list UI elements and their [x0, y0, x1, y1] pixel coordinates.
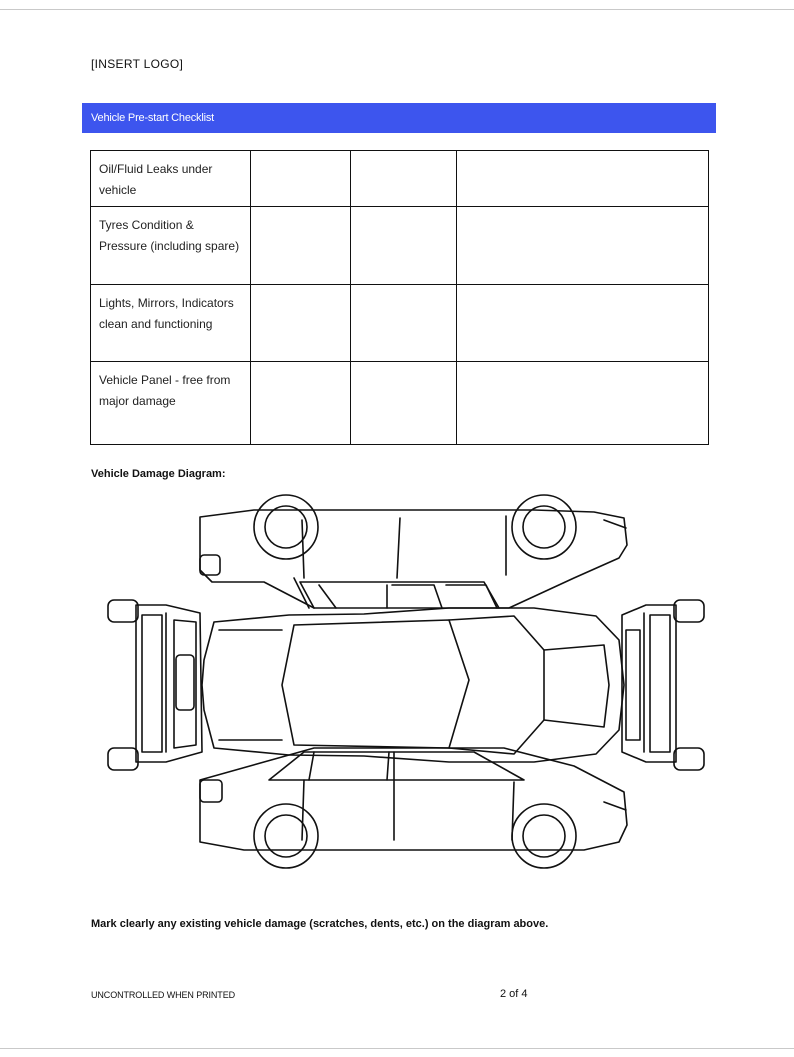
vehicle-top-view[interactable] — [202, 608, 624, 762]
checklist-item-label: Lights, Mirrors, Indicators clean and functioning — [91, 285, 251, 362]
page-top-border — [0, 9, 794, 10]
checklist-cell[interactable] — [351, 207, 457, 285]
section-banner: Vehicle Pre-start Checklist — [82, 103, 716, 133]
checklist-cell[interactable] — [351, 285, 457, 362]
checklist-cell[interactable] — [251, 362, 351, 445]
checklist-cell[interactable] — [351, 362, 457, 445]
page-bottom-border — [0, 1048, 794, 1049]
vehicle-side-view-bottom[interactable] — [200, 748, 627, 868]
table-row — [91, 207, 709, 285]
checklist-cell[interactable] — [351, 151, 457, 207]
checklist-cell[interactable] — [251, 285, 351, 362]
checklist-item-label: Vehicle Panel - free from major damage — [91, 362, 251, 445]
checklist-comment-cell[interactable] — [457, 362, 709, 445]
checklist-cell[interactable] — [251, 151, 351, 207]
checklist-comment-cell[interactable] — [457, 151, 709, 207]
uncontrolled-note: UNCONTROLLED WHEN PRINTED — [91, 990, 236, 1000]
checklist-item-label: Tyres Condition & Pressure (including spare) — [91, 207, 251, 285]
page-number: 2 of 4 — [500, 988, 528, 1000]
checklist-comment-cell[interactable] — [457, 207, 709, 285]
table-row — [91, 285, 709, 362]
vehicle-front-view[interactable] — [622, 600, 704, 770]
vehicle-damage-diagram[interactable] — [104, 490, 708, 870]
checklist-item-label: Oil/Fluid Leaks under vehicle — [91, 151, 251, 207]
table-row — [91, 362, 709, 445]
table-row — [91, 151, 709, 207]
damage-instruction: Mark clearly any existing vehicle damage (scratches, dents, etc.) on the diagram above. — [91, 918, 549, 930]
logo-placeholder: [INSERT LOGO] — [91, 57, 184, 71]
checklist-table — [90, 150, 709, 445]
vehicle-rear-view[interactable] — [108, 600, 202, 770]
checklist-cell[interactable] — [251, 207, 351, 285]
checklist-comment-cell[interactable] — [457, 285, 709, 362]
vehicle-side-view-top[interactable] — [200, 495, 627, 608]
diagram-title: Vehicle Damage Diagram: — [91, 468, 226, 480]
